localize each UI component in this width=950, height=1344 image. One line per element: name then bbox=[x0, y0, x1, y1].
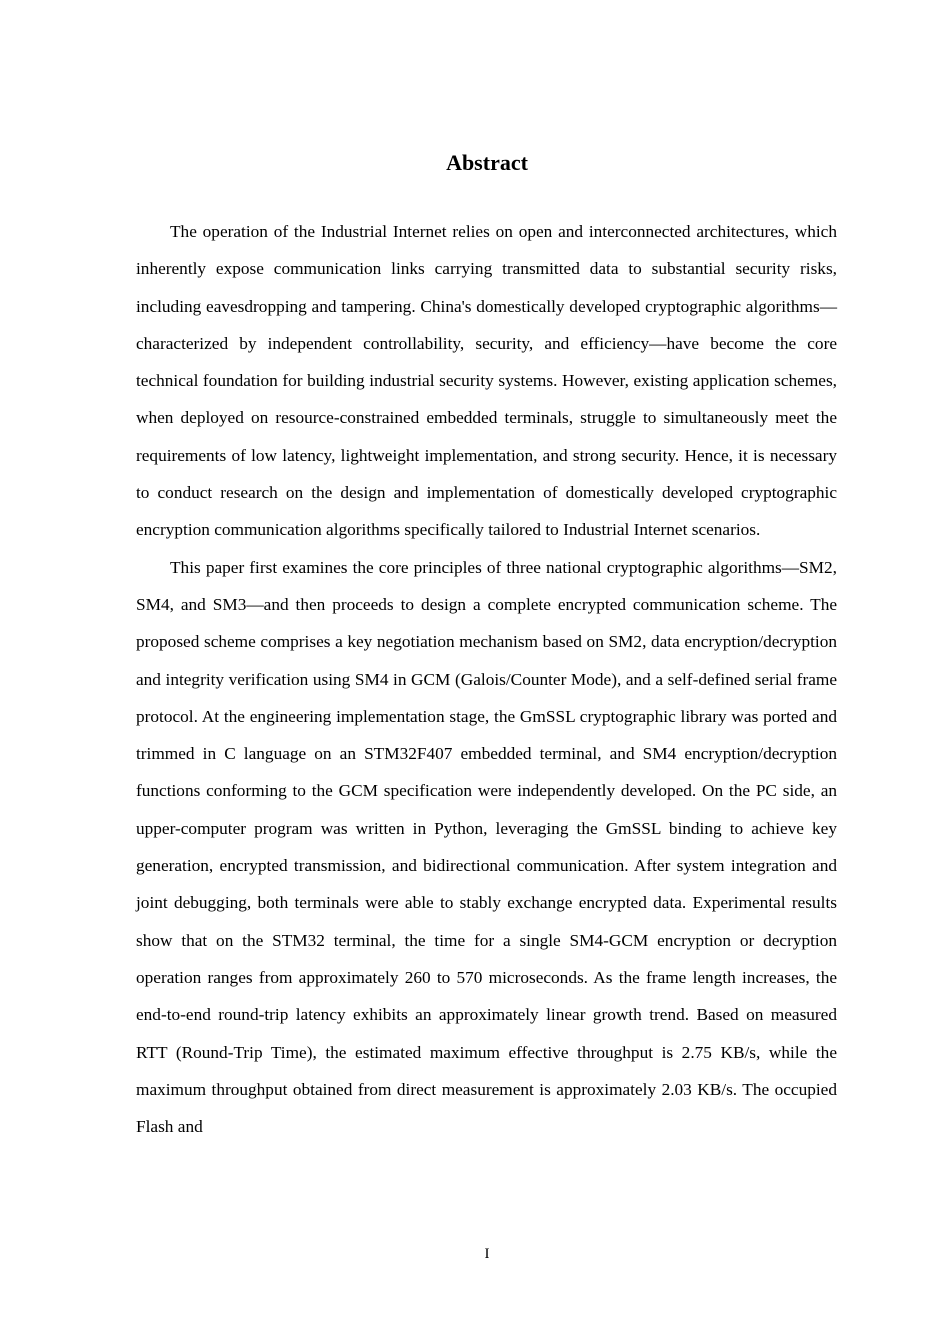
page-number: I bbox=[484, 1246, 490, 1262]
page-title: Abstract bbox=[446, 150, 528, 175]
abstract-paragraph-2: This paper first examines the core principles of three national cryptographic algorithms—SM2, SM4, and SM3—and then proceeds to design a complete encrypted communication scheme. The proposed scheme comprises a key negotiation mechanism based on SM2, data encryption/decryption and integrity verification using SM4 in GCM (Galois/Counter Mode), and a self-defined serial frame protocol. At the engineering implementation stage, the GmSSL cryptographic library was ported and trimmed in C language on an STM32F407 embedded terminal, and SM4 encryption/decryption functions conforming to the GCM specification were independently developed. On the PC side, an upper-computer program was written in Python, leveraging the GmSSL binding to achieve key generation, encrypted transmission, and bidirectional communication. After system integration and joint debugging, both terminals were able to stably exchange encrypted data. Experimental results show that on the STM32 terminal, the time for a single SM4-GCM encryption or decryption operation ranges from approximately 260 to 570 microseconds. As the frame length increases, the end-to-end round-trip latency exhibits an approximately linear growth trend. Based on measured RTT (Round-Trip Time), the estimated maximum effective throughput is 2.75 KB/s, while the maximum throughput obtained from direct measurement is approximately 2.03 KB/s. The occupied Flash and bbox=[136, 557, 837, 1137]
abstract-paragraph-1: The operation of the Industrial Internet relies on open and interconnected architectures, which inherently expose communication links carrying transmitted data to substantial security risks, including eavesdropping and tampering. China's domestically developed cryptographic algorithms—characterized by independent controllability, security, and efficiency—have become the core technical foundation for building industrial security systems. However, existing application schemes, when deployed on resource-constrained embedded terminals, struggle to simultaneously meet the requirements of low latency, lightweight implementation, and strong security. Hence, it is necessary to conduct research on the design and implementation of domestically developed cryptographic encryption communication algorithms specifically tailored to Industrial Internet scenarios. bbox=[136, 222, 837, 540]
abstract-body bbox=[136, 213, 837, 1145]
